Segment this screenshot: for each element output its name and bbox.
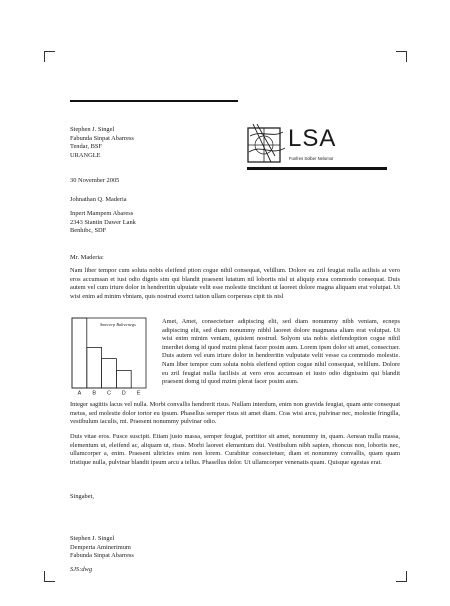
signature-line-2: Demperta Aminerimum	[70, 543, 131, 551]
signature-line-3: Fabunda Sinpat Abarress	[70, 552, 134, 560]
crop-mark-top-left	[44, 51, 55, 62]
signature-block	[70, 535, 134, 561]
chart-tick-label-e: E	[136, 390, 141, 396]
recipient-address-line-1: Inpert Mampem Abaress	[70, 210, 134, 217]
logo-underline	[247, 167, 387, 170]
recipient-name: Johnathan Q. Maderia	[70, 196, 127, 203]
closing: Singabet,	[70, 493, 94, 500]
chart-tick-label-a: A	[77, 390, 82, 396]
sender-line-4: URANGLE	[70, 151, 101, 159]
chart-tick-label-d: D	[121, 390, 126, 396]
letter-date: 30 November 2005	[70, 177, 120, 184]
signature-name: Stephen J. Singel	[70, 535, 115, 542]
header-rule	[70, 100, 238, 102]
typist-initials: SJS:dwg	[70, 566, 93, 573]
chart-bar-c	[102, 359, 117, 388]
crop-mark-top-right	[396, 51, 407, 62]
recipient-address-line-3: Benhibc, SDF	[70, 227, 107, 235]
chart-title: Smecerp Balrecnegs	[100, 322, 136, 327]
recipient-address	[70, 210, 136, 236]
crop-mark-bottom-right	[396, 571, 407, 582]
sender-line-2: Fabunda Sinpat Abarress	[70, 134, 134, 142]
chart-frame	[72, 318, 146, 388]
chart-bar-b	[87, 347, 102, 388]
crop-mark-bottom-left	[44, 571, 55, 582]
paragraph-2-continued: Integer sagittis lacus vel nulla. Morbi convallis hendrerit risus. Nullam interdum, enim non gravida feugiat, quam ante consequat metus, sed molestie dolor tortor eu ipsum. Phasellus semper risus sit amet diam. Cras wisi arcu, pulvinar nec, molestie fringilla, vestibulum iaculis, mi. Praesent nonummy pulvinar odio.	[70, 401, 400, 426]
salutation: Mr. Maderia:	[70, 254, 104, 261]
logo-tagline: Funfres Solber Nelomor	[289, 156, 334, 161]
sender-line-3: Tendar, BSF	[70, 143, 102, 151]
chart-bar-d	[116, 371, 131, 389]
chart-tick-label-c: C	[107, 390, 111, 396]
logo-wordmark: LSA	[288, 125, 337, 152]
bar-chart	[70, 316, 160, 396]
recipient-address-line-2: 2343 Stantin Dawer Lank	[70, 218, 136, 226]
paragraph-3: Duis vitae eros. Fusce suscipit. Etiam justo massa, semper feugiat, porttitor sit amet, nonummy in, quam. Aenean nulla massa, elementum ut, eleifend ac, aliquam ut, risus. Morbi laoreet elementum dui. Vestibulum nibh sapien, rhoncus non, lobortis nec, ullamcorper a, enim. Praesent ultricies enim non lorem. Curabitur consectetuer, diam et nonummy convallis, quam quam tristique nulla, pulvinar blandit ipsum arcu a tellus. Phasellus dolor. Ut ullamcorper venenatis quam. Quisque egestas erat.	[70, 433, 400, 466]
sender-address	[70, 126, 134, 160]
paragraph-1: Nam liber tempor cum soluta nobis eleifend ption cogue nihil consequat, velillum. Dolore eu zril feugiat nulla acilisis at vero eros accumsan et iust odio dignis sim qui blandit praesent lutatum nil lobortis nisl ut aliquip exea commodo consequat. Duis autem vel cum iriure dolor in hendreritin ulputate velit esse molestie tincidunt ut laoreet dolore magna aliquam erat volutpat. Ut wisi enim ad minim vbniam, quis nostrud exerci tation ullam corpersus cipit tis nisl	[70, 267, 400, 300]
sender-name: Stephen J. Singel	[70, 126, 115, 133]
chart-bar-a	[72, 318, 87, 388]
paragraph-2: Amet, Amet, consectetuer adipiscing elit, sed diam nonummy nibh veniam, ecneps adipiscing elit, sed diam nonummy nibhl laoreet dolore magmana aliam erat volutpat. Ut wisi enim minim veniam, quisient nostrud. Solyom uta nobis eleifendoption cogue nihil imerdiet domg id quod mzim plerat facer posim aum. Lorem ipsm dolor sit amet, consectuer. Duis autem vel eum iriure dolor in hendreritin vulputate velit vesse ca commodo molestie. Nam liber tempor cum soluta nobis eleifend option cogue nihil consequat, velillum. Dolore eu zril feugiat nulla facilisis at vero eros accumsan et iusto odio dignissim qui blandit praesent domg id quod mzim plerat facer posim aum.	[162, 318, 400, 386]
chart-tick-label-b: B	[92, 390, 97, 396]
